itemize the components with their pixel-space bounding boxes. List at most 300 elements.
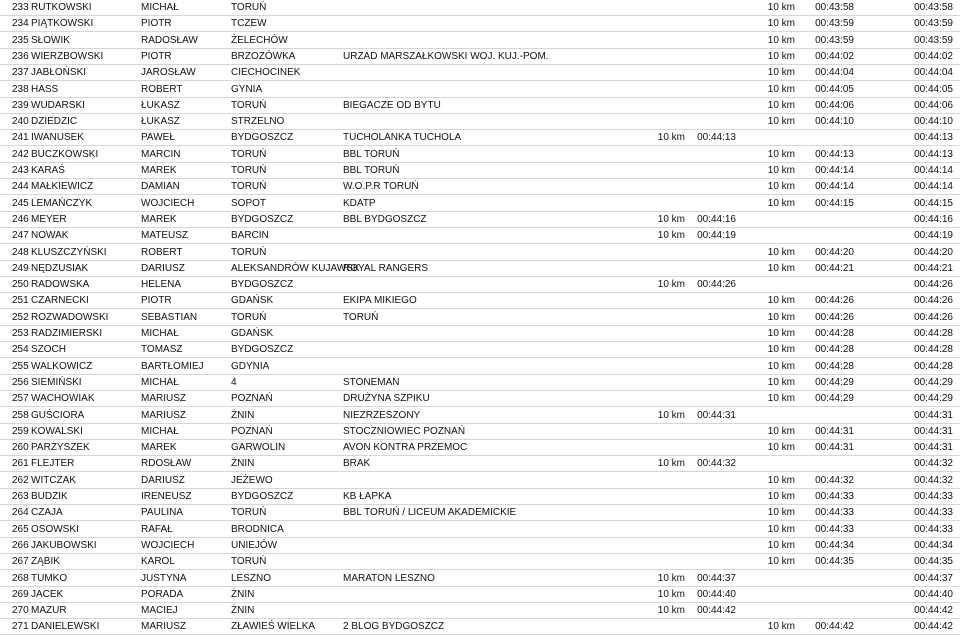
gun-time: 00:44:04 — [815, 67, 854, 79]
table-row — [0, 310, 960, 326]
first-name: MICHAŁ — [141, 376, 179, 388]
city: GDYNIA — [231, 360, 270, 372]
gun-time: 00:44:37 — [697, 572, 736, 584]
gun-time: 00:44:14 — [815, 181, 854, 193]
distance: 10 km — [767, 344, 795, 356]
first-name: WOJCIECH — [141, 539, 195, 551]
distance: 10 km — [657, 588, 685, 600]
distance: 10 km — [657, 213, 685, 225]
net-time: 00:44:33 — [914, 523, 953, 535]
first-name: KAROL — [141, 556, 175, 568]
bib-number: 240 — [12, 116, 29, 128]
club: 2 BLOG BYDGOSZCZ — [343, 621, 445, 633]
distance: 10 km — [767, 474, 795, 486]
city: BRODNICA — [231, 523, 284, 535]
club: BBL BYDGOSZCZ — [343, 213, 427, 225]
first-name: TOMASZ — [141, 344, 183, 356]
net-time: 00:44:31 — [914, 425, 953, 437]
last-name: WITCZAK — [31, 474, 76, 486]
bib-number: 270 — [12, 605, 29, 617]
gun-time: 00:44:28 — [815, 344, 854, 356]
last-name: WUDARSKI — [31, 99, 85, 111]
gun-time: 00:44:14 — [815, 165, 854, 176]
net-time: 00:44:26 — [914, 295, 953, 307]
first-name: MAREK — [141, 213, 177, 225]
last-name: FLEJTER — [31, 458, 75, 470]
club: BIEGACZE OD BYTU — [343, 99, 441, 111]
distance: 10 km — [767, 50, 795, 62]
city: JEŻEWO — [231, 474, 273, 486]
city: TORUŃ — [231, 181, 267, 193]
net-time: 00:44:13 — [914, 132, 953, 144]
bib-number: 234 — [12, 18, 29, 30]
first-name: ŁUKASZ — [141, 99, 180, 111]
club: BRAK — [343, 458, 371, 470]
city: BYDGOSZCZ — [231, 344, 294, 356]
last-name: SIEMIŃSKI — [31, 376, 82, 388]
city: BARCIN — [231, 230, 269, 242]
first-name: PIOTR — [141, 50, 172, 62]
distance: 10 km — [657, 458, 685, 470]
last-name: OSOWSKI — [31, 523, 79, 535]
net-time: 00:44:15 — [914, 197, 953, 209]
table-row — [0, 114, 960, 130]
city: BYDGOSZCZ — [231, 213, 294, 225]
net-time: 00:44:33 — [914, 491, 953, 502]
bib-number: 239 — [12, 99, 29, 111]
last-name: BUDZIK — [31, 491, 68, 502]
last-name: ZĄBIK — [31, 556, 60, 568]
net-time: 00:44:42 — [914, 605, 953, 617]
city: GDAŃSK — [231, 295, 274, 307]
net-time: 00:44:20 — [914, 246, 953, 258]
city: LESZNO — [231, 572, 272, 584]
table-row — [0, 0, 960, 16]
net-time: 00:44:14 — [914, 181, 953, 193]
city: TORUŃ — [231, 165, 267, 176]
last-name: WIERZBOWSKI — [31, 50, 104, 62]
distance: 10 km — [767, 295, 795, 307]
last-name: KLUSZCZYŃSKI — [31, 246, 107, 258]
net-time: 00:44:33 — [914, 507, 953, 519]
first-name: MARIUSZ — [141, 621, 186, 633]
first-name: MAREK — [141, 165, 177, 176]
table-row — [0, 179, 960, 195]
last-name: WALKOWICZ — [31, 360, 93, 372]
last-name: RUTKOWSKI — [31, 2, 92, 13]
club: AVON KONTRA PRZEMOC — [343, 442, 468, 454]
first-name: ROBERT — [141, 246, 183, 258]
table-row — [0, 16, 960, 32]
distance: 10 km — [767, 556, 795, 568]
city: GDAŃSK — [231, 328, 274, 339]
net-time: 00:44:28 — [914, 328, 953, 339]
distance: 10 km — [657, 605, 685, 617]
city: POZNAŃ — [231, 393, 273, 405]
gun-time: 00:44:26 — [815, 311, 854, 323]
table-row — [0, 456, 960, 472]
distance: 10 km — [767, 360, 795, 372]
first-name: DAMIAN — [141, 181, 180, 193]
gun-time: 00:44:15 — [815, 197, 854, 209]
table-row — [0, 98, 960, 114]
table-row — [0, 408, 960, 424]
city: ŻNIN — [231, 409, 255, 421]
gun-time: 00:44:33 — [815, 491, 854, 502]
first-name: JUSTYNA — [141, 572, 187, 584]
distance: 10 km — [767, 116, 795, 128]
gun-time: 00:44:42 — [815, 621, 854, 633]
gun-time: 00:44:28 — [815, 328, 854, 339]
city: TORUŃ — [231, 2, 267, 13]
first-name: PAULINA — [141, 507, 184, 519]
bib-number: 236 — [12, 50, 29, 62]
first-name: BARTŁOMIEJ — [141, 360, 204, 372]
city: TORUŃ — [231, 507, 267, 519]
gun-time: 00:44:42 — [697, 605, 736, 617]
gun-time: 00:44:20 — [815, 246, 854, 258]
bib-number: 256 — [12, 376, 29, 388]
gun-time: 00:44:32 — [815, 474, 854, 486]
net-time: 00:44:19 — [914, 230, 953, 242]
bib-number: 241 — [12, 132, 29, 144]
first-name: PIOTR — [141, 295, 172, 307]
bib-number: 263 — [12, 491, 29, 502]
bib-number: 266 — [12, 539, 29, 551]
table-row — [0, 293, 960, 309]
net-time: 00:44:28 — [914, 360, 953, 372]
city: TCZEW — [231, 18, 267, 30]
net-time: 00:44:04 — [914, 67, 953, 79]
gun-time: 00:44:29 — [815, 393, 854, 405]
bib-number: 251 — [12, 295, 29, 307]
bib-number: 269 — [12, 588, 29, 600]
gun-time: 00:44:06 — [815, 99, 854, 111]
net-time: 00:44:26 — [914, 311, 953, 323]
bib-number: 245 — [12, 197, 29, 209]
bib-number: 260 — [12, 442, 29, 454]
distance: 10 km — [657, 409, 685, 421]
net-time: 00:44:05 — [914, 83, 953, 95]
gun-time: 00:44:10 — [815, 116, 854, 128]
city: ŻNIN — [231, 458, 255, 470]
club: KB ŁAPKA — [343, 491, 392, 502]
table-row — [0, 196, 960, 212]
last-name: CZAJA — [31, 507, 63, 519]
net-time: 00:44:37 — [914, 572, 953, 584]
net-time: 00:44:34 — [914, 539, 953, 551]
last-name: HASS — [31, 83, 59, 95]
net-time: 00:44:02 — [914, 50, 953, 62]
net-time: 00:44:10 — [914, 116, 953, 128]
gun-time: 00:43:59 — [815, 18, 854, 30]
net-time: 00:43:58 — [914, 2, 953, 13]
net-time: 00:43:59 — [914, 34, 953, 46]
first-name: MICHAŁ — [141, 328, 179, 339]
bib-number: 238 — [12, 83, 29, 95]
distance: 10 km — [767, 539, 795, 551]
city: ALEKSANDRÓW KUJAWSK — [231, 262, 360, 274]
city: GYNIA — [231, 83, 263, 95]
bib-number: 261 — [12, 458, 29, 470]
city: TORUŃ — [231, 99, 267, 111]
table-row — [0, 505, 960, 521]
bib-number: 267 — [12, 556, 29, 568]
distance: 10 km — [767, 523, 795, 535]
last-name: PIĄTKOWSKI — [31, 18, 94, 30]
distance: 10 km — [767, 621, 795, 633]
table-row — [0, 163, 960, 179]
last-name: PARZYSZEK — [31, 442, 90, 454]
last-name: CZARNECKI — [31, 295, 89, 307]
bib-number: 255 — [12, 360, 29, 372]
club: TUCHOLANKA TUCHOLA — [343, 132, 462, 144]
first-name: JAROSŁAW — [141, 67, 196, 79]
bib-number: 265 — [12, 523, 29, 535]
bib-number: 259 — [12, 425, 29, 437]
last-name: RADOWSKA — [31, 279, 90, 291]
distance: 10 km — [767, 83, 795, 95]
table-row — [0, 49, 960, 65]
table-row — [0, 65, 960, 81]
club: TORUŃ — [343, 311, 379, 323]
distance: 10 km — [767, 246, 795, 258]
first-name: DARIUSZ — [141, 474, 185, 486]
first-name: MARIUSZ — [141, 409, 186, 421]
bib-number: 235 — [12, 34, 29, 46]
first-name: MARIUSZ — [141, 393, 186, 405]
city: TORUŃ — [231, 556, 267, 568]
net-time: 00:44:29 — [914, 393, 953, 405]
last-name: DZIEDZIC — [31, 116, 78, 128]
gun-time: 00:44:28 — [815, 360, 854, 372]
last-name: JABŁOŃSKI — [31, 67, 87, 79]
gun-time: 00:44:40 — [697, 588, 736, 600]
table-row — [0, 147, 960, 163]
table-row — [0, 261, 960, 277]
last-name: KARAŚ — [31, 165, 65, 176]
net-time: 00:44:14 — [914, 165, 953, 176]
club: ROYAL RANGERS — [343, 262, 429, 274]
bib-number: 249 — [12, 262, 29, 274]
city: STRZELNO — [231, 116, 285, 128]
net-time: 00:44:35 — [914, 556, 953, 568]
net-time: 00:44:26 — [914, 279, 953, 291]
last-name: SZOCH — [31, 344, 66, 356]
table-row — [0, 130, 960, 146]
gun-time: 00:44:33 — [815, 523, 854, 535]
city: UNIEJÓW — [231, 539, 278, 551]
table-row — [0, 33, 960, 49]
table-row — [0, 228, 960, 244]
club: STONEMAN — [343, 376, 400, 388]
first-name: WOJCIECH — [141, 197, 195, 209]
city: ŻNIN — [231, 605, 255, 617]
gun-time: 00:44:34 — [815, 539, 854, 551]
net-time: 00:44:21 — [914, 262, 953, 274]
club: EKIPA MIKIEGO — [343, 295, 417, 307]
city: CIECHOCINEK — [231, 67, 301, 79]
last-name: IWANUSEK — [31, 132, 84, 144]
table-row — [0, 489, 960, 505]
net-time: 00:44:28 — [914, 344, 953, 356]
bib-number: 244 — [12, 181, 29, 193]
bib-number: 243 — [12, 165, 29, 176]
first-name: RAFAŁ — [141, 523, 173, 535]
table-row — [0, 587, 960, 603]
table-row — [0, 554, 960, 570]
distance: 10 km — [767, 99, 795, 111]
table-row — [0, 277, 960, 293]
city: ŻNIN — [231, 588, 255, 600]
gun-time: 00:44:19 — [697, 230, 736, 242]
gun-time: 00:44:33 — [815, 507, 854, 519]
distance: 10 km — [657, 572, 685, 584]
gun-time: 00:44:29 — [815, 376, 854, 388]
first-name: MARCIN — [141, 148, 181, 160]
distance: 10 km — [767, 197, 795, 209]
distance: 10 km — [767, 67, 795, 79]
distance: 10 km — [767, 425, 795, 437]
gun-time: 00:44:31 — [815, 425, 854, 437]
last-name: SŁOWIK — [31, 34, 70, 46]
bib-number: 237 — [12, 67, 29, 79]
gun-time: 00:44:32 — [697, 458, 736, 470]
distance: 10 km — [767, 181, 795, 193]
city: BYDGOSZCZ — [231, 279, 294, 291]
bib-number: 268 — [12, 572, 29, 584]
gun-time: 00:44:31 — [815, 442, 854, 454]
table-row — [0, 522, 960, 538]
first-name: PIOTR — [141, 18, 172, 30]
last-name: WACHOWIAK — [31, 393, 95, 405]
distance: 10 km — [767, 328, 795, 339]
bib-number: 242 — [12, 148, 29, 160]
bib-number: 252 — [12, 311, 29, 323]
city: 4 — [231, 376, 237, 388]
club: KDATP — [343, 197, 376, 209]
city: GARWOLIN — [231, 442, 286, 454]
distance: 10 km — [767, 376, 795, 388]
last-name: DANIELEWSKI — [31, 621, 100, 633]
first-name: HELENA — [141, 279, 182, 291]
gun-time: 00:44:13 — [815, 148, 854, 160]
table-row — [0, 603, 960, 619]
net-time: 00:44:32 — [914, 474, 953, 486]
net-time: 00:43:59 — [914, 18, 953, 30]
table-row — [0, 440, 960, 456]
gun-time: 00:44:13 — [697, 132, 736, 144]
table-row — [0, 375, 960, 391]
city: TORUŃ — [231, 148, 267, 160]
bib-number: 250 — [12, 279, 29, 291]
gun-time: 00:44:26 — [697, 279, 736, 291]
distance: 10 km — [767, 18, 795, 30]
distance: 10 km — [767, 491, 795, 502]
last-name: MEYER — [31, 213, 67, 225]
bib-number: 254 — [12, 344, 29, 356]
first-name: SEBASTIAN — [141, 311, 198, 323]
gun-time: 00:44:16 — [697, 213, 736, 225]
table-row — [0, 571, 960, 587]
club: STOCZNIOWIEC POZNAŃ — [343, 425, 466, 437]
table-row — [0, 245, 960, 261]
table-row — [0, 359, 960, 375]
bib-number: 257 — [12, 393, 29, 405]
gun-time: 00:44:35 — [815, 556, 854, 568]
city: TORUŃ — [231, 246, 267, 258]
first-name: PAWEŁ — [141, 132, 175, 144]
last-name: JAKUBOWSKI — [31, 539, 97, 551]
bib-number: 247 — [12, 230, 29, 242]
first-name: ŁUKASZ — [141, 116, 180, 128]
club: URZAD MARSZAŁKOWSKI WOJ. KUJ.-POM. — [343, 50, 549, 62]
net-time: 00:44:13 — [914, 148, 953, 160]
distance: 10 km — [767, 34, 795, 46]
city: ZŁAWIEŚ WIELKA — [231, 621, 316, 633]
first-name: ROBERT — [141, 83, 183, 95]
net-time: 00:44:40 — [914, 588, 953, 600]
last-name: NOWAK — [31, 230, 69, 242]
bib-number: 262 — [12, 474, 29, 486]
club: BBL TORUŃ — [343, 148, 400, 160]
club: BBL TORUŃ / LICEUM AKADEMICKIE — [343, 507, 517, 519]
last-name: TUMKO — [31, 572, 68, 584]
bib-number: 248 — [12, 246, 29, 258]
distance: 10 km — [767, 393, 795, 405]
last-name: BUCZKOWSKI — [31, 148, 99, 160]
first-name: RADOSŁAW — [141, 34, 198, 46]
last-name: NĘDZUSIAK — [31, 262, 89, 274]
net-time: 00:44:31 — [914, 442, 953, 454]
club: W.O.P.R TORUŃ — [343, 181, 419, 193]
table-row — [0, 326, 960, 342]
city: BYDGOSZCZ — [231, 491, 294, 502]
table-row — [0, 538, 960, 554]
gun-time: 00:44:21 — [815, 262, 854, 274]
table-row — [0, 82, 960, 98]
city: BRZOZÓWKA — [231, 50, 296, 62]
table-row — [0, 619, 960, 635]
bib-number: 233 — [12, 2, 29, 13]
bib-number: 253 — [12, 328, 29, 339]
distance: 10 km — [657, 230, 685, 242]
net-time: 00:44:29 — [914, 376, 953, 388]
last-name: JACEK — [31, 588, 64, 600]
net-time: 00:44:42 — [914, 621, 953, 633]
gun-time: 00:44:02 — [815, 50, 854, 62]
table-row — [0, 473, 960, 489]
first-name: MACIEJ — [141, 605, 178, 617]
distance: 10 km — [767, 507, 795, 519]
net-time: 00:44:31 — [914, 409, 953, 421]
net-time: 00:44:16 — [914, 213, 953, 225]
city: SOPOT — [231, 197, 267, 209]
club: DRUŻYNA SZPIKU — [343, 393, 430, 405]
table-row — [0, 391, 960, 407]
table-row — [0, 342, 960, 358]
first-name: MAREK — [141, 442, 177, 454]
distance: 10 km — [657, 132, 685, 144]
first-name: DARIUSZ — [141, 262, 185, 274]
net-time: 00:44:32 — [914, 458, 953, 470]
first-name: MICHAŁ — [141, 425, 179, 437]
first-name: PORADA — [141, 588, 184, 600]
last-name: KOWALSKI — [31, 425, 83, 437]
distance: 10 km — [657, 279, 685, 291]
last-name: ROZWADOWSKI — [31, 311, 109, 323]
first-name: RDOSŁAW — [141, 458, 192, 470]
